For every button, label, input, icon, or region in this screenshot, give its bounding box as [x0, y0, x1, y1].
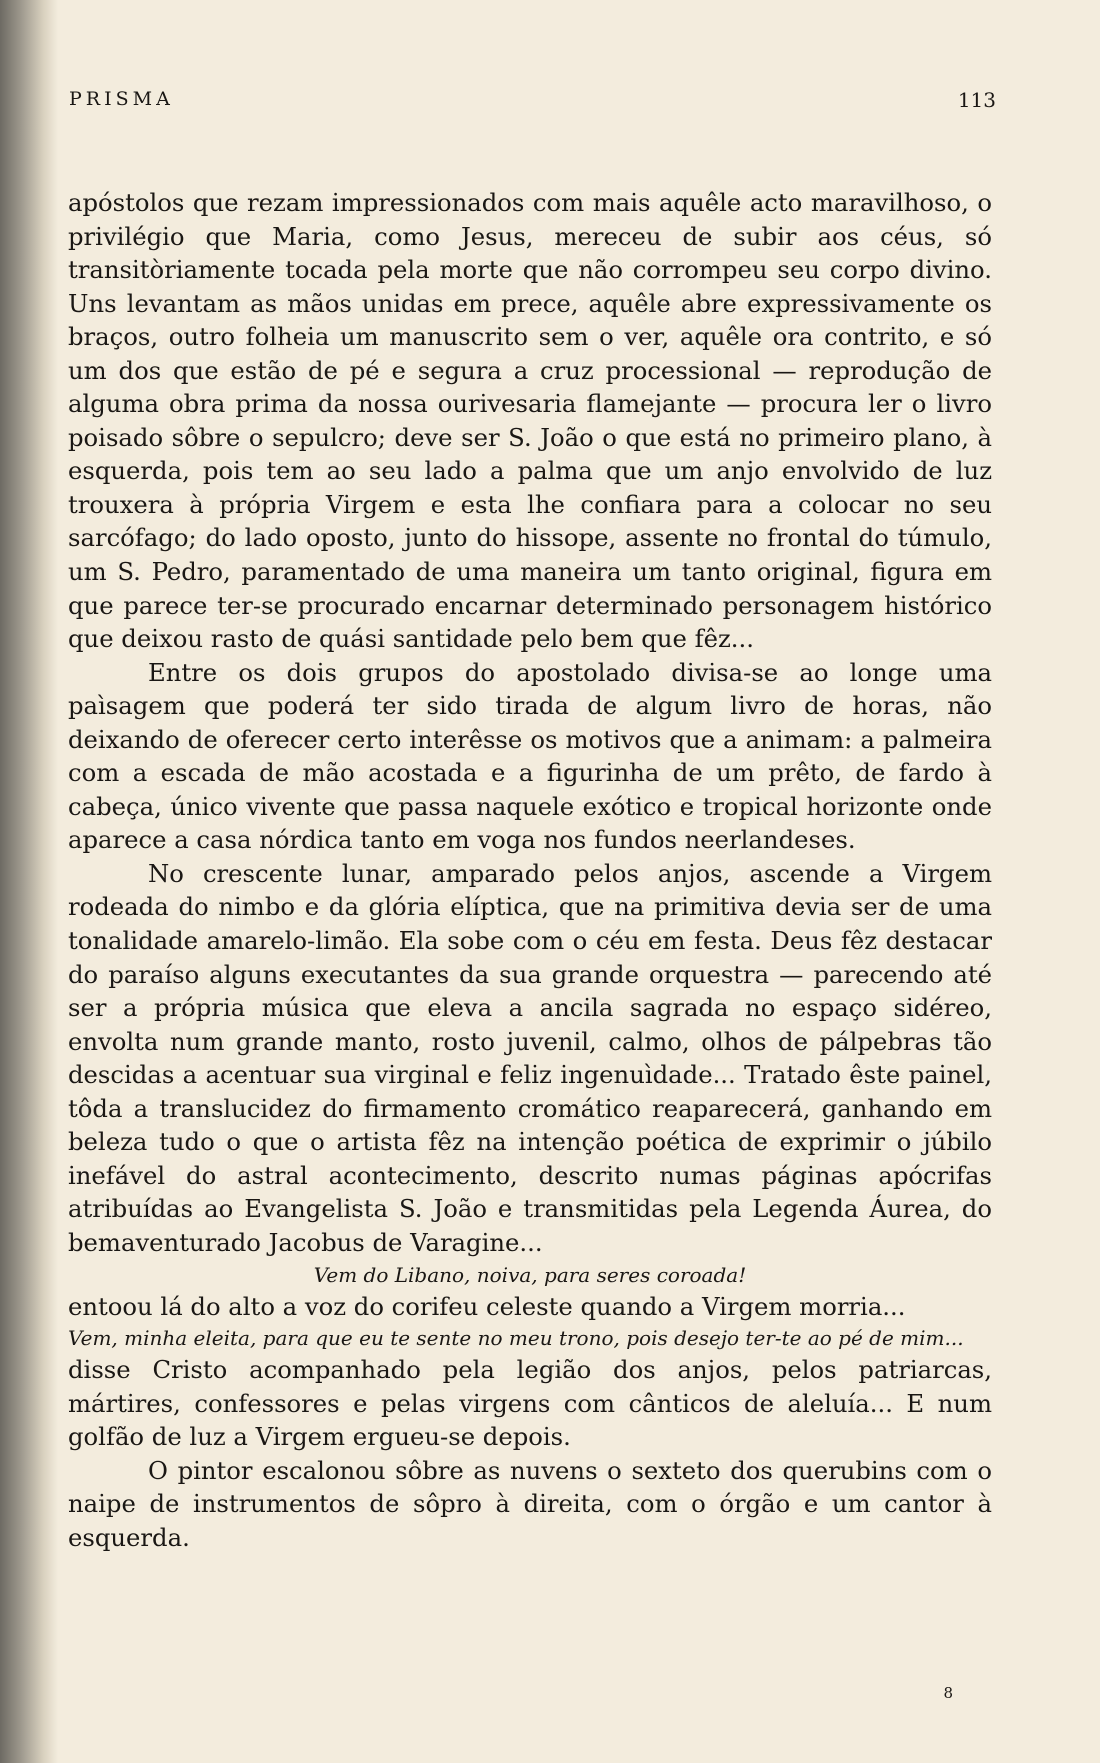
page-number: 113 — [957, 88, 996, 112]
paragraph-6: O pintor escalonou sôbre as nuvens o sexteto dos querubins com o naipe de instrumentos de sôpro à direita, com o órgão e um cantor à esquerda. — [68, 1455, 992, 1552]
verse-quote-2: Vem, minha eleita, para que eu te sente no meu trono, pois desejo ter-te ao pé de mim... — [68, 1326, 964, 1351]
body-text — [68, 186, 992, 1554]
paragraph-2: Entre os dois grupos do apostolado divisa-se ao longe uma paìsagem que poderá ter sido tirada de algum livro de horas, não deixando de oferecer certo interêsse os motivos que a animam: a palmeira com a escada de mão acostada e a figurinha de um prêto, de fardo à cabeça, único vivente que passa naquele exótico e tropical horizonte onde aparece a casa nórdica tanto em voga nos fundos neerlandeses. — [68, 657, 992, 855]
running-head: PRISMA — [69, 88, 174, 110]
paragraph-4: entoou lá do alto a voz do corifeu celeste quando a Virgem morria... — [68, 1291, 906, 1321]
paragraph-5: disse Cristo acompanhado pela legião dos anjos, pelos patriarcas, mártires, confessores e pelas virgens com cânticos de aleluía... E num golfão de luz a Virgem ergueu-se depois. — [68, 1355, 992, 1452]
verse-quote-1: Vem do Libano, noiva, para seres coroada! — [313, 1262, 747, 1287]
paragraph-3: No crescente lunar, amparado pelos anjos, ascende a Virgem rodeada do nimbo e da glória elíptica, que na primitiva devia ser de uma tonalidade amarelo-limão. Ela sobe com o céu em festa. Deus fêz destacar do paraíso alguns executantes da sua grande orquestra — parecendo até ser a própria música que eleva a ancila sagrada no espaço sidéreo, envolta num grande manto, rosto juvenil, calmo, olhos de pálpebras tão descidas a acentuar sua virginal e feliz ingenuìdade... Tratado êste painel, tôda a translucidez do firmamento cromático reaparecerá, ganhando em beleza tudo o que o artista fêz na intenção poética de exprimir o júbilo inefável do astral acontecimento, descrito numas páginas apócrifas atribuídas ao Evangelista S. João e transmitidas pela Legenda Áurea, do bemaventurado Jacobus de Varagine... — [68, 858, 992, 1257]
signature-mark: 8 — [943, 1684, 953, 1702]
paragraph-1: apóstolos que rezam impressionados com mais aquêle acto maravilhoso, o privilégio que Maria, como Jesus, mereceu de subir aos céus, só transitòriamente tocada pela morte que não corrompeu seu corpo divino. Uns levantam as mãos unidas em prece, aquêle abre expressivamente os braços, outro folheia um manuscrito sem o ver, aquêle ora contrito, e só um dos que estão de pé e segura a cruz processional — reprodução de alguma obra prima da nossa ourivesaria flamejante — procura ler o livro poisado sôbre o sepulcro; deve ser S. João o que está no primeiro plano, à esquerda, pois tem ao seu lado a palma que um anjo envolvido de luz trouxera à própria Virgem e esta lhe confiara para a colocar no seu sarcófago; do lado oposto, junto do hissope, assente no frontal do túmulo, um S. Pedro, paramentado de uma maneira um tanto original, figura em que parece ter-se procurado encarnar determinado personagem histórico que deixou rasto de quási santidade pelo bem que fêz... — [68, 188, 992, 654]
